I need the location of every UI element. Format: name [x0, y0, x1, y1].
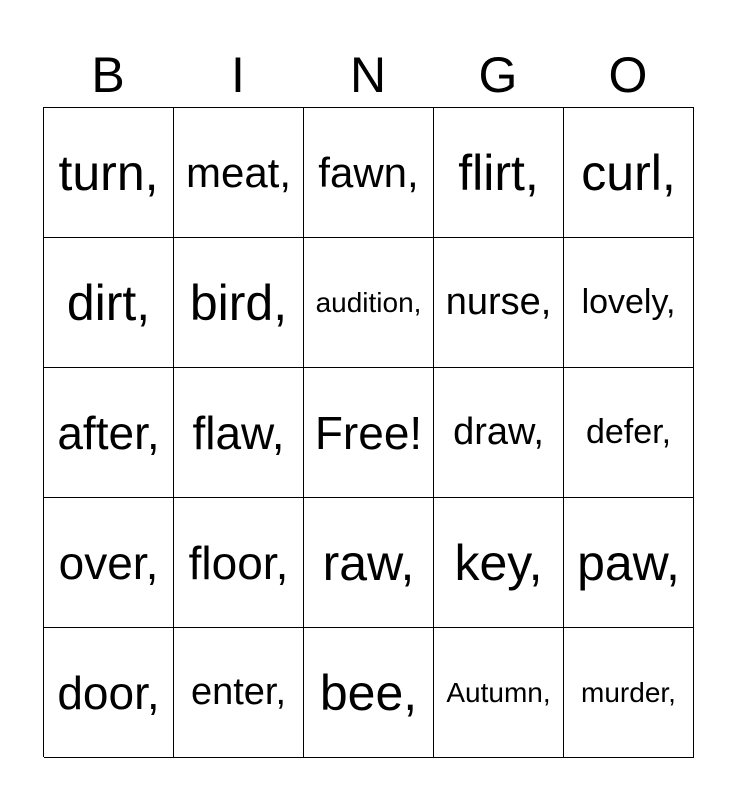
header-letter-o: O	[608, 47, 648, 103]
bingo-cell[interactable]: key,	[434, 498, 564, 628]
header-letter-n: N	[349, 47, 387, 103]
bingo-cell[interactable]: audition,	[304, 238, 434, 368]
bingo-cell[interactable]: after,	[44, 368, 174, 498]
header-letter-b: B	[91, 47, 125, 103]
bingo-cell[interactable]: bee,	[304, 628, 434, 758]
bingo-cell[interactable]: fawn,	[304, 108, 434, 238]
bingo-cell[interactable]: flaw,	[174, 368, 304, 498]
bingo-cell[interactable]: over,	[44, 498, 174, 628]
bingo-cell[interactable]: flirt,	[434, 108, 564, 238]
free-space-cell[interactable]: Free!	[304, 368, 434, 498]
bingo-cell[interactable]: paw,	[564, 498, 694, 628]
bingo-cell[interactable]: bird,	[174, 238, 304, 368]
bingo-cell[interactable]: lovely,	[564, 238, 694, 368]
bingo-cell[interactable]: door,	[44, 628, 174, 758]
bingo-cell[interactable]: dirt,	[44, 238, 174, 368]
bingo-cell[interactable]: raw,	[304, 498, 434, 628]
bingo-cell[interactable]: meat,	[174, 108, 304, 238]
bingo-header	[43, 44, 693, 106]
bingo-cell[interactable]: murder,	[564, 628, 694, 758]
bingo-cell[interactable]: turn,	[44, 108, 174, 238]
bingo-cell[interactable]: defer,	[564, 368, 694, 498]
bingo-cell[interactable]: curl,	[564, 108, 694, 238]
header-letter-g: G	[478, 47, 518, 103]
bingo-cell[interactable]: draw,	[434, 368, 564, 498]
bingo-cell[interactable]: Autumn,	[434, 628, 564, 758]
header-letter-i: I	[231, 47, 245, 103]
bingo-cell[interactable]: nurse,	[434, 238, 564, 368]
bingo-cell[interactable]: enter,	[174, 628, 304, 758]
bingo-card	[43, 107, 694, 757]
bingo-cell[interactable]: floor,	[174, 498, 304, 628]
